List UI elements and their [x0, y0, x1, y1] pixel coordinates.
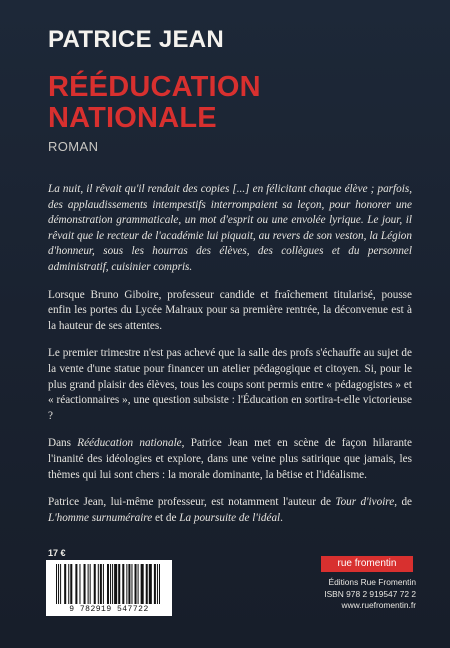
barcode-bar	[154, 564, 156, 604]
barcode-bar	[98, 564, 99, 604]
barcode-bar	[159, 564, 160, 604]
barcode-bar	[112, 564, 113, 604]
publisher-name: Éditions Rue Fromentin	[328, 577, 416, 587]
text-fragment: Dans	[48, 437, 78, 450]
author-bio	[48, 495, 412, 526]
isbn: ISBN 978 2 919547 72 2	[324, 588, 416, 599]
barcode-bar	[100, 564, 102, 604]
blurb-excerpt: La nuit, il rêvait qu'il rendait des copies [...] en félicitant chaque élève ; parfois, des applaudissements intempestifs interrompaient sa leçon, pour honorer une démonstration grammaticale, un mot d'esprit ou une envolée lyrique. Le jour, il rêvait que le recteur de l'académie lui piquait, au revers de son veston, la Légion d'honneur, sous les hourras des élèves, des collègues et du personnel administratif, cuisinier compris.	[48, 183, 412, 273]
barcode-bar	[58, 564, 59, 604]
price-label: 17 €	[48, 548, 66, 558]
barcode-bars-icon	[54, 564, 164, 604]
barcode-bar	[128, 564, 130, 604]
book-title-line-1: RÉÉDUCATION	[48, 71, 261, 103]
blurb-paragraph: Lorsque Bruno Giboire, professeur candide et fraîchement titularisé, pousse enfin les portes du Lycée Malraux pour sa première rentrée, la déconvenue est à la hauteur de ses attentes.	[48, 288, 412, 332]
genre-label: ROMAN	[48, 139, 99, 154]
book-title-reference: La poursuite de l'idéal	[179, 511, 281, 524]
barcode-bar	[131, 564, 132, 604]
barcode-bar	[138, 564, 139, 604]
book-title-reference: Rééducation nationale	[77, 437, 182, 450]
book-title	[48, 72, 261, 134]
blurb-paragraph: Le premier trimestre n'est pas achevé que la salle des profs s'échauffe au sujet de la vente d'une statue pour financer un atelier pédagogique et citoyen. Si, pour le plus grand plaisir des élèves, tous les coups sont permis entre « pédagogistes » et « réactionnaires », une question subsiste : l'Éducation en sortira-t-elle victorieuse ?	[48, 347, 412, 422]
barcode-digits: 9 782919 547722	[69, 605, 149, 614]
barcode-bar	[70, 564, 72, 604]
author-name: PATRICE JEAN	[48, 26, 225, 53]
barcode-bar	[149, 564, 152, 604]
book-title-reference: L'homme surnuméraire	[48, 511, 153, 524]
barcode-bar	[79, 564, 80, 604]
barcode-bar	[135, 564, 137, 604]
barcode-bar	[94, 564, 96, 604]
text-fragment: , Patrice Jean met en scène de façon hilarante l'inanité des idéologies et explore, dans une veine plus satirique que jamais, les thèmes qui lui sont chers : la morale dominante, la bêtise et l'idéalisme.	[48, 437, 412, 481]
blurb-paragraph	[48, 436, 412, 483]
barcode-bar	[103, 564, 104, 604]
back-cover-blurb	[48, 182, 412, 538]
barcode-bar	[88, 564, 89, 604]
text-fragment: et de	[152, 511, 180, 524]
barcode-bar	[126, 564, 127, 604]
barcode-bar	[68, 564, 69, 604]
book-title-line-2: NATIONALE	[48, 102, 217, 134]
barcode-bar	[114, 564, 117, 604]
barcode	[46, 560, 172, 616]
publisher-info	[296, 577, 416, 612]
barcode-bar	[60, 564, 61, 604]
barcode-bar	[84, 564, 86, 604]
barcode-bar	[64, 564, 66, 604]
book-title-reference: Tour d'ivoire	[335, 496, 395, 509]
publisher-logo: rue fromentin	[321, 556, 413, 572]
barcode-bar	[118, 564, 120, 604]
barcode-bar	[146, 564, 148, 604]
publisher-website[interactable]: www.ruefromentin.fr	[341, 600, 416, 611]
text-fragment: , de	[394, 496, 413, 509]
barcode-bar	[157, 564, 158, 604]
barcode-bar	[107, 564, 109, 604]
barcode-bar	[122, 564, 124, 604]
barcode-bar	[110, 564, 111, 604]
barcode-bar	[75, 564, 77, 604]
text-fragment: Patrice Jean, lui-même professeur, est notamment l'auteur de	[48, 496, 336, 509]
text-fragment: .	[280, 511, 283, 524]
barcode-bar	[141, 564, 144, 604]
barcode-bar	[90, 564, 91, 604]
barcode-bar	[56, 564, 57, 604]
